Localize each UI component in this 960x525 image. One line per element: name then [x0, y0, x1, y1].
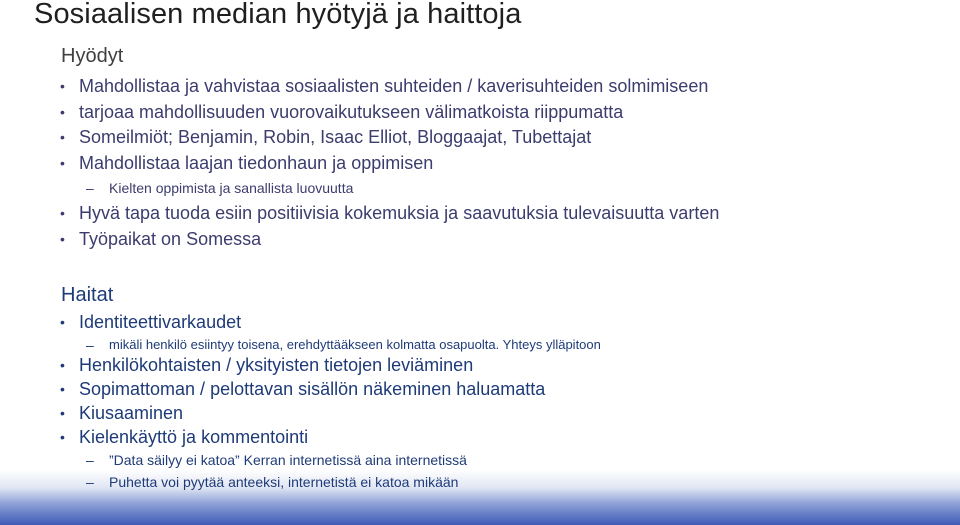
pros-subitem-text: Kielten oppimista ja sanallista luovuutta: [109, 180, 354, 196]
pros-item-text: Mahdollistaa laajan tiedonhaun ja oppimisen: [79, 153, 434, 173]
cons-heading: Haitat: [61, 284, 114, 306]
pros-item-text: Someilmiöt; Benjamin, Robin, Isaac Elliot, Bloggaajat, Tubettajat: [79, 127, 592, 147]
bullet-icon: •: [60, 78, 65, 94]
cons-item-text: Kiusaaminen: [79, 403, 184, 423]
pros-item-text: Työpaikat on Somessa: [79, 229, 262, 249]
pros-heading: Hyödyt: [61, 45, 124, 67]
cons-item-text: Henkilökohtaisten / yksityisten tietojen leviäminen: [79, 355, 474, 375]
slide-title: Sosiaalisen median hyötyjä ja haittoja: [34, 0, 522, 30]
dash-icon: –: [86, 474, 94, 490]
dash-icon: –: [86, 452, 94, 468]
pros-item-text: Mahdollistaa ja vahvistaa sosiaalisten suhteiden / kaverisuhteiden solmimiseen: [79, 76, 709, 96]
cons-item-text: Kielenkäyttö ja kommentointi: [79, 427, 309, 447]
bullet-icon: •: [60, 231, 65, 247]
pros-item-text: tarjoaa mahdollisuuden vuorovaikutukseen välimatkoista riippumatta: [79, 102, 624, 122]
bullet-icon: •: [60, 357, 65, 373]
cons-item-text: Identiteettivarkaudet: [79, 312, 242, 332]
bullet-icon: •: [60, 314, 65, 330]
cons-subitem-text: mikäli henkilö esiintyy toisena, erehdyttääkseen kolmatta osapuolta. Yhteys ylläpitoon: [109, 337, 601, 352]
bullet-icon: •: [60, 129, 65, 145]
bullet-icon: •: [60, 104, 65, 120]
bullet-icon: •: [60, 205, 65, 221]
bullet-icon: •: [60, 155, 65, 171]
dash-icon: –: [86, 337, 94, 353]
bullet-icon: •: [60, 429, 65, 445]
cons-item-text: Sopimattoman / pelottavan sisällön näkeminen haluamatta: [79, 379, 546, 399]
cons-subitem-text: ”Data säilyy ei katoa” Kerran internetissä aina internetissä: [109, 452, 467, 468]
bullet-icon: •: [60, 405, 65, 421]
bullet-icon: •: [60, 381, 65, 397]
dash-icon: –: [86, 180, 94, 196]
cons-subitem-text: Puhetta voi pyytää anteeksi, internetistä ei katoa mikään: [109, 474, 459, 490]
pros-item-text: Hyvä tapa tuoda esiin positiivisia kokemuksia ja saavutuksia tulevaisuutta varten: [79, 203, 720, 223]
